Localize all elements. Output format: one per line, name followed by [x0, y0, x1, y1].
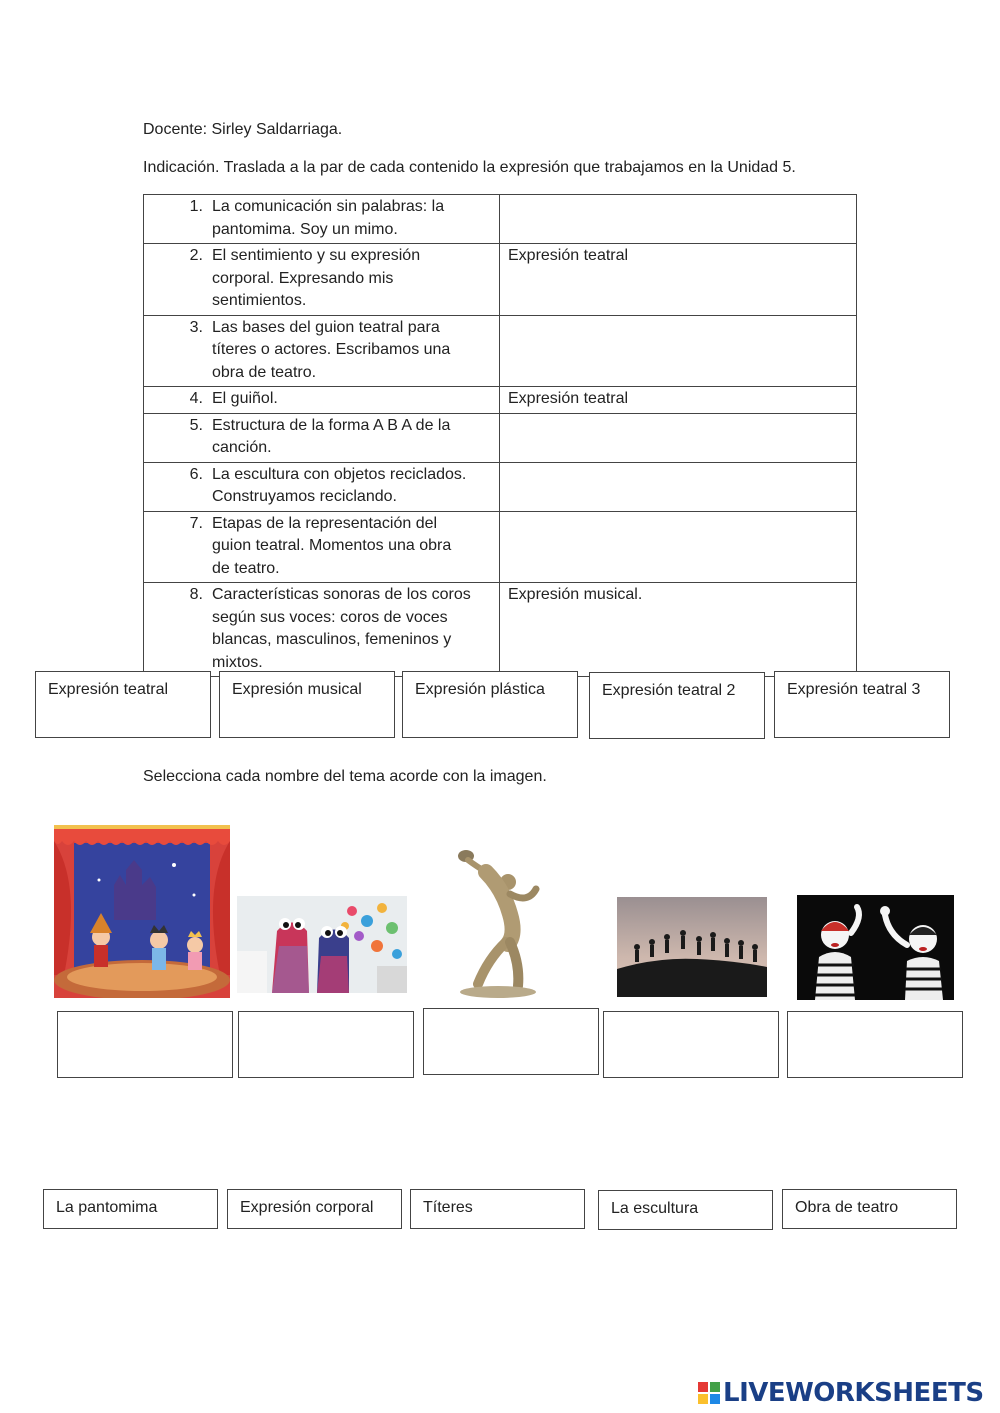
item-text-line: guion teatral. Momentos una obra: [212, 537, 452, 554]
table-row: [144, 244, 857, 316]
logo-squares-icon: [698, 1382, 720, 1404]
instruction-text: Indicación. Traslada a la par de cada contenido la expresión que trabajamos en la Unidad 5.: [143, 159, 796, 176]
table-row: [144, 195, 857, 244]
option-expresion-plastica[interactable]: Expresión plástica: [402, 671, 578, 738]
section2-instruction: Selecciona cada nombre del tema acorde con la imagen.: [143, 768, 547, 785]
option-la-escultura[interactable]: La escultura: [598, 1190, 773, 1230]
item-number: 7.: [189, 514, 203, 532]
item-text-line: Las bases del guion teatral para: [212, 318, 440, 336]
silhouettes-jumping-image: [617, 897, 767, 997]
answer-box-3[interactable]: [423, 1008, 599, 1075]
answer-cell[interactable]: [500, 315, 857, 387]
answer-cell[interactable]: [500, 195, 857, 244]
content-cell: [144, 387, 500, 414]
item-number: 3.: [189, 318, 203, 336]
list-item: [152, 388, 491, 411]
option-expresion-teatral[interactable]: Expresión teatral: [35, 671, 211, 738]
option-expresion-teatral-3[interactable]: Expresión teatral 3: [774, 671, 950, 738]
table-row: [144, 583, 857, 677]
content-cell: [144, 583, 500, 677]
list-item: [152, 513, 491, 581]
content-cell: [144, 195, 500, 244]
list-item: [152, 317, 491, 385]
item-text-line: corporal. Expresando mis: [212, 269, 394, 287]
content-cell: [144, 244, 500, 316]
liveworksheets-logo: [698, 1377, 984, 1409]
table-row: [144, 511, 857, 583]
theater-stage-image: [54, 825, 230, 998]
item-text-line: obra de teatro.: [212, 363, 317, 381]
logo-square: [698, 1382, 708, 1392]
item-text: [212, 584, 491, 674]
table-row: [144, 315, 857, 387]
item-text-line: blancas, masculinos, femeninos y: [212, 631, 452, 648]
item-text-line: El sentimiento y su expresión: [212, 247, 421, 264]
answer-cell[interactable]: Expresión musical.: [500, 583, 857, 677]
answer-box-2[interactable]: [238, 1011, 414, 1078]
option-titeres[interactable]: Títeres: [410, 1189, 585, 1229]
option-expresion-corporal[interactable]: Expresión corporal: [227, 1189, 402, 1229]
answer-cell[interactable]: [500, 413, 857, 462]
list-item: [152, 584, 491, 674]
answer-box-4[interactable]: [603, 1011, 779, 1078]
item-text-line: El guiñol.: [212, 390, 278, 407]
logo-square: [710, 1394, 720, 1404]
content-cell: [144, 315, 500, 387]
item-text-line: mixtos.: [212, 653, 263, 671]
table-row: [144, 387, 857, 414]
item-text-line: La comunicación sin palabras: la: [212, 198, 445, 215]
item-text-line: pantomima. Soy un mimo.: [212, 220, 398, 238]
item-text-line: La escultura con objetos reciclados.: [212, 465, 467, 483]
answer-cell[interactable]: [500, 511, 857, 583]
item-text-line: de teatro.: [212, 559, 280, 577]
item-text: [212, 196, 491, 241]
answer-box-5[interactable]: [787, 1011, 963, 1078]
item-text-line: según sus voces: coros de voces: [212, 608, 448, 626]
item-number: 4.: [189, 390, 203, 407]
logo-square: [698, 1394, 708, 1404]
item-text: [212, 513, 491, 581]
item-text: [212, 388, 491, 411]
answer-cell[interactable]: Expresión teatral: [500, 387, 857, 414]
content-table: [143, 194, 857, 677]
item-number: 1.: [189, 198, 203, 215]
discus-thrower-statue-image: [448, 844, 548, 998]
item-number: 2.: [189, 247, 203, 264]
option-la-pantomima[interactable]: La pantomima: [43, 1189, 218, 1229]
logo-text: LIVEWORKSHEETS: [723, 1378, 984, 1408]
item-number: 6.: [189, 465, 203, 483]
content-cell: [144, 462, 500, 511]
option-expresion-teatral-2[interactable]: Expresión teatral 2: [589, 672, 765, 739]
option-obra-de-teatro[interactable]: Obra de teatro: [782, 1189, 957, 1229]
answer-cell[interactable]: [500, 462, 857, 511]
mimes-image: [797, 895, 954, 1000]
item-text-line: Estructura de la forma A B A de la: [212, 416, 451, 434]
answer-cell[interactable]: Expresión teatral: [500, 244, 857, 316]
content-cell: [144, 511, 500, 583]
item-text-line: Características sonoras de los coros: [212, 586, 471, 603]
list-item: [152, 415, 491, 460]
list-item: [152, 464, 491, 509]
item-text: [212, 415, 491, 460]
logo-square: [710, 1382, 720, 1392]
item-text: [212, 317, 491, 385]
item-text-line: Etapas de la representación del: [212, 514, 438, 532]
list-item: [152, 245, 491, 313]
item-number: 8.: [189, 586, 203, 603]
item-text: [212, 245, 491, 313]
item-text: [212, 464, 491, 509]
option-expresion-musical[interactable]: Expresión musical: [219, 671, 395, 738]
item-text-line: sentimientos.: [212, 292, 307, 309]
item-text-line: títeres o actores. Escribamos una: [212, 341, 451, 358]
item-text-line: canción.: [212, 439, 272, 456]
item-text-line: Construyamos reciclando.: [212, 488, 397, 505]
list-item: [152, 196, 491, 241]
answer-box-1[interactable]: [57, 1011, 233, 1078]
item-number: 5.: [189, 416, 203, 434]
sock-puppets-image: [237, 896, 407, 993]
table-row: [144, 462, 857, 511]
table-row: [144, 413, 857, 462]
teacher-name: Docente: Sirley Saldarriaga.: [143, 121, 343, 138]
content-cell: [144, 413, 500, 462]
